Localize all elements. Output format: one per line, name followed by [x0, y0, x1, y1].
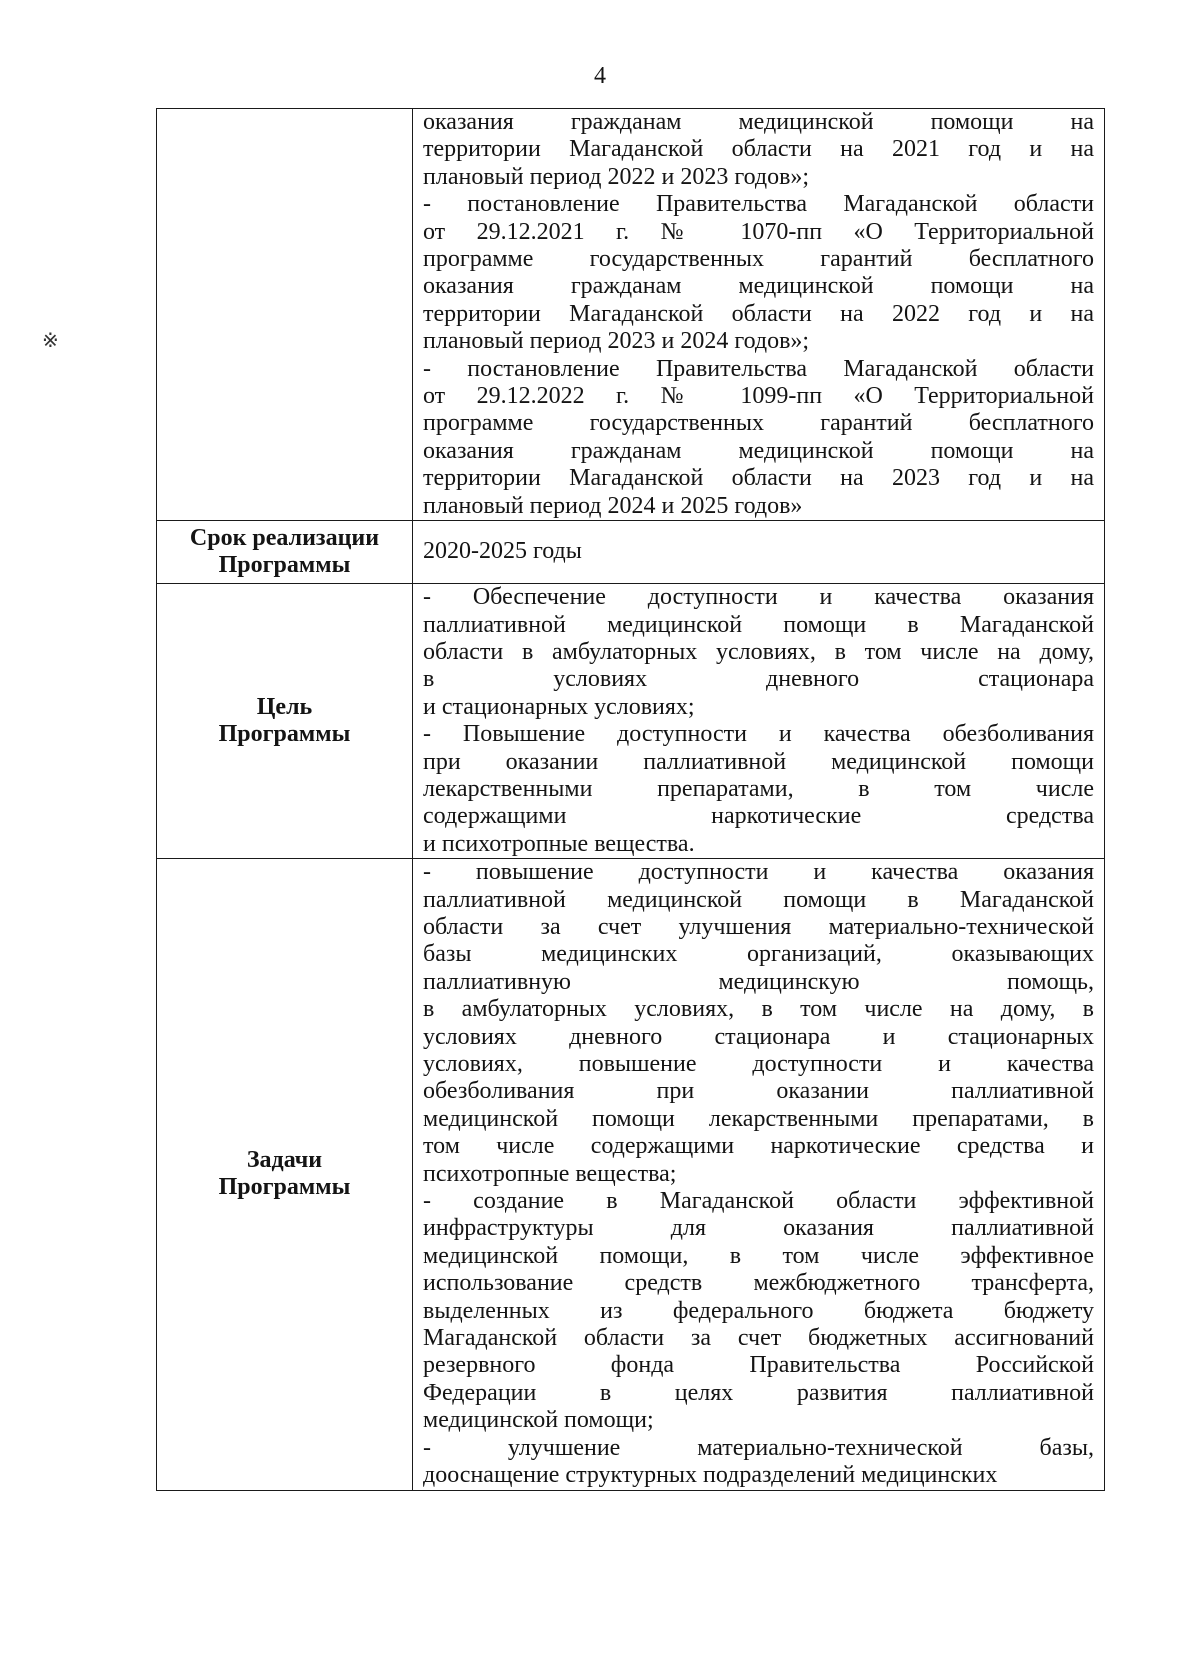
text-line: области за счет улучшения материально-технической	[423, 913, 1094, 940]
text-line: использование средств межбюджетного трансферта,	[423, 1270, 1094, 1297]
text-line: паллиативной медицинской помощи в Магаданской	[423, 611, 1094, 638]
page-number: 4	[594, 63, 606, 89]
text-line: плановый период 2022 и 2023 годов»;	[423, 163, 810, 190]
text-line: - создание в Магаданской области эффективной	[423, 1188, 1094, 1215]
row-label-goal	[157, 584, 413, 859]
row-label-line: Цель	[256, 694, 313, 721]
table-row-tasks	[157, 859, 1105, 1490]
row-label-line: Программы	[218, 721, 351, 748]
text-line: от 29.12.2022 г. № 1099-пп «О Территориальной	[423, 383, 1094, 410]
table-row-period	[157, 521, 1105, 584]
row-content-goal	[413, 584, 1105, 859]
text-line: паллиативной медицинской помощи в Магаданской	[423, 886, 1094, 913]
text-line: выделенных из федерального бюджета бюджету	[423, 1297, 1094, 1324]
text-line: области в амбулаторных условиях, в том числе на дому,	[423, 638, 1094, 665]
text-line: содержащими наркотические средства	[423, 803, 1094, 830]
text-line: условиях дневного стационара и стационарных	[423, 1023, 1094, 1050]
text-line: оказания гражданам медицинской помощи на	[423, 109, 1094, 135]
row-label-line: Программы	[218, 1174, 351, 1201]
row-content-tasks	[413, 859, 1105, 1490]
row-content-legal-basis	[413, 109, 1105, 521]
text-line: и психотропные вещества.	[423, 830, 695, 857]
text-line: программе государственных гарантий бесплатного	[423, 246, 1094, 273]
table-row-goal	[157, 584, 1105, 859]
text-line: и стационарных условиях;	[423, 693, 695, 720]
text-line: плановый период 2024 и 2025 годов»	[423, 492, 803, 519]
text-line: оказания гражданам медицинской помощи на	[423, 273, 1094, 300]
text-line: том числе содержащими наркотические средства и	[423, 1133, 1094, 1160]
text-line: - улучшение материально-технической базы,	[423, 1434, 1094, 1461]
program-passport-table	[156, 108, 1105, 1491]
text-line: в амбулаторных условиях, в том числе на дому, в	[423, 996, 1094, 1023]
text-line: базы медицинских организаций, оказывающих	[423, 941, 1094, 968]
row-label-line: Программы	[218, 552, 351, 579]
text-line: территории Магаданской области на 2022 год и на	[423, 300, 1094, 327]
text-line: условиях, повышение доступности и качества	[423, 1051, 1094, 1077]
row-label-tasks	[157, 859, 413, 1490]
text-line: в условиях дневного стационара	[423, 666, 1094, 693]
row-content-period	[413, 521, 1105, 584]
row-label-empty	[157, 109, 413, 521]
text-line: психотропные вещества;	[423, 1160, 677, 1187]
table-row-legal-basis	[157, 109, 1105, 521]
text-line: резервного фонда Правительства Российской	[423, 1352, 1094, 1379]
row-label-line: Срок реализации	[189, 525, 380, 552]
text-line: паллиативную медицинскую помощь,	[423, 968, 1094, 995]
text-line: медицинской помощи;	[423, 1407, 654, 1434]
text-line: территории Магаданской области на 2021 год и на	[423, 136, 1094, 163]
text-line: оказания гражданам медицинской помощи на	[423, 437, 1094, 464]
text-line: дооснащение структурных подразделений медицинских	[423, 1462, 998, 1489]
scan-artifact-mark: ※	[42, 330, 59, 352]
row-label-period	[157, 521, 413, 584]
row-label-line: Задачи	[246, 1147, 323, 1174]
text-line: Магаданской области за счет бюджетных ассигнований	[423, 1325, 1094, 1352]
text-line: от 29.12.2021 г. № 1070-пп «О Территориальной	[423, 218, 1094, 245]
text-line: - постановление Правительства Магаданской области	[423, 191, 1094, 218]
text-line: - повышение доступности и качества оказания	[423, 859, 1094, 886]
text-line: медицинской помощи лекарственными препаратами, в	[423, 1105, 1094, 1132]
text-line: медицинской помощи, в том числе эффективное	[423, 1242, 1094, 1269]
text-line: 2020-2025 годы	[423, 538, 582, 565]
text-line: инфраструктуры для оказания паллиативной	[423, 1215, 1094, 1242]
text-line: - Обеспечение доступности и качества оказания	[423, 584, 1094, 611]
text-line: обезболивания при оказании паллиативной	[423, 1078, 1094, 1105]
text-line: - постановление Правительства Магаданской области	[423, 355, 1094, 382]
text-line: при оказании паллиативной медицинской помощи	[423, 748, 1094, 775]
text-line: территории Магаданской области на 2023 год и на	[423, 465, 1094, 492]
text-line: плановый период 2023 и 2024 годов»;	[423, 328, 810, 355]
text-line: лекарственными препаратами, в том числе	[423, 775, 1094, 802]
text-line: программе государственных гарантий бесплатного	[423, 410, 1094, 437]
text-line: Федерации в целях развития паллиативной	[423, 1379, 1094, 1406]
text-line: - Повышение доступности и качества обезболивания	[423, 721, 1094, 748]
